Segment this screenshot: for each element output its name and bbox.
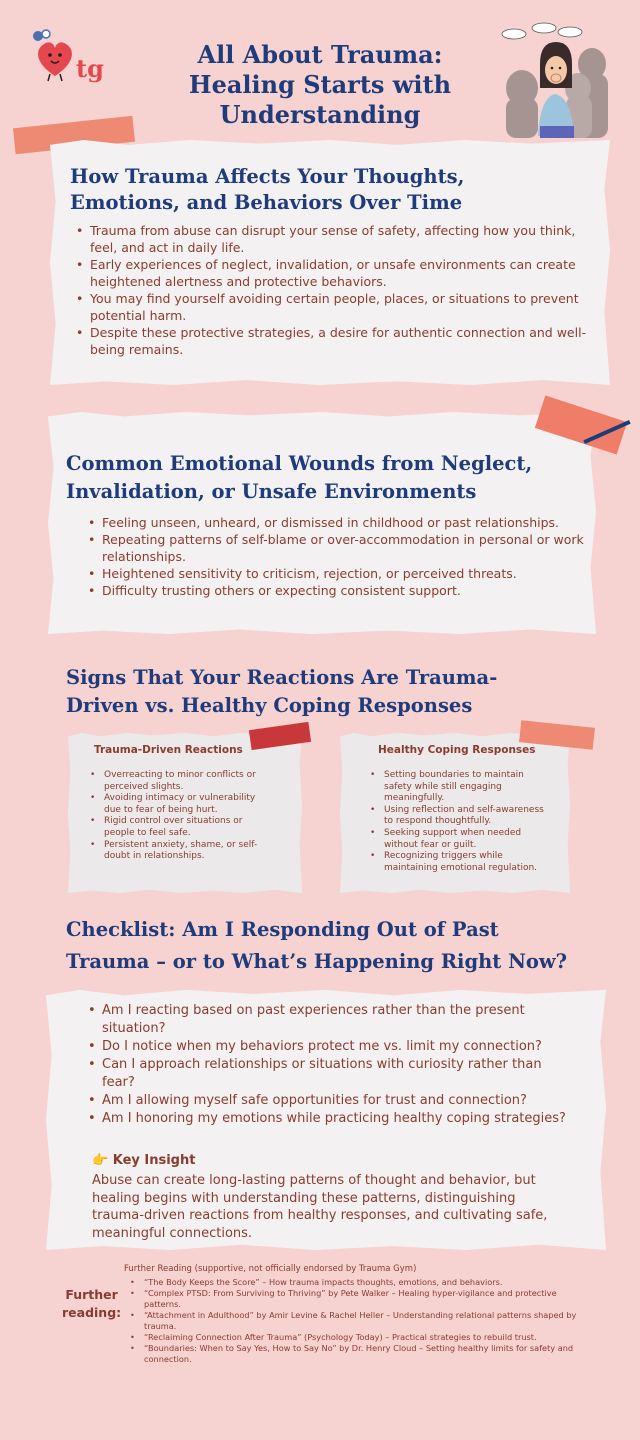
title-line-1: All About Trauma:	[197, 40, 443, 69]
tape-decoration	[249, 722, 311, 750]
title-line-2: Healing Starts with	[188, 70, 452, 99]
logo	[26, 28, 106, 88]
reading-item: • “The Body Keeps the Score” – How trauma impacts thoughts, emotions, and behaviors.	[128, 1277, 578, 1288]
further-reading-intro: Further Reading (supportive, not officially endorsed by Trauma Gym)	[124, 1264, 417, 1274]
list-item: • Despite these protective strategies, a desire for authentic connection and well-being remains.	[74, 325, 594, 358]
list-item: • Seeking support when needed without fear or guilt.	[368, 828, 550, 851]
label-line: reading:	[62, 1305, 122, 1320]
list-item: • You may find yourself avoiding certain people, places, or situations to prevent potential harm.	[74, 291, 594, 324]
list-item: • Setting boundaries to maintain safety while still engaging meaningfully.	[368, 770, 550, 805]
checklist	[86, 1002, 576, 1128]
card-heading: Healthy Coping Responses	[378, 744, 536, 756]
reading-item: • “Reclaiming Connection After Trauma” (Psychology Today) – Practical strategies to rebuild trust.	[128, 1332, 578, 1343]
section-title-line: Driven vs. Healthy Coping Responses	[66, 694, 473, 717]
key-insight-title: Key Insight	[112, 1153, 196, 1168]
further-reading-list	[128, 1277, 578, 1365]
bullet-list	[86, 514, 586, 599]
title-line-3: Understanding	[219, 100, 421, 129]
label-line: Further	[65, 1287, 118, 1302]
section-title-line: Emotions, and Behaviors Over Time	[70, 191, 463, 214]
checklist-item: • Am I reacting based on past experiences rather than the present situation?	[86, 1002, 576, 1038]
list-item: • Early experiences of neglect, invalidation, or unsafe environments can create heightened alertness and protective behaviors.	[74, 257, 594, 290]
list-item: • Overreacting to minor conflicts or perceived slights.	[88, 770, 260, 793]
key-insight-text: Abuse can create long-lasting patterns of thought and behavior, but healing begins with understanding these patterns, distinguishing trauma-driven reactions from healthy responses, and cultivating safe, meaningful connections.	[92, 1173, 548, 1241]
further-reading-label	[62, 1286, 121, 1322]
list-item: • Avoiding intimacy or vulnerability due to fear of being hurt.	[88, 793, 260, 816]
section-title-line: Common Emotional Wounds from Neglect,	[66, 452, 533, 475]
section-title	[66, 664, 606, 720]
list-item: • Difficulty trusting others or expecting consistent support.	[86, 582, 586, 599]
list-item: • Repeating patterns of self-blame or over-accommodation in personal or work relationships.	[86, 531, 586, 565]
section-title	[70, 164, 600, 216]
checklist-item: • Am I honoring my emotions while practicing healthy coping strategies?	[86, 1110, 576, 1128]
list-item: • Heightened sensitivity to criticism, rejection, or perceived threats.	[86, 565, 586, 582]
bullet-list	[74, 223, 594, 359]
bullet-list	[368, 770, 550, 874]
reading-item: • “Boundaries: When to Say Yes, How to Say No” by Dr. Henry Cloud – Setting healthy limits for safety and connection.	[128, 1343, 578, 1365]
checklist-item: • Can I approach relationships or situations with curiosity rather than fear?	[86, 1056, 576, 1092]
checklist-item: • Am I allowing myself safe opportunities for trust and connection?	[86, 1092, 576, 1110]
reading-item: • “Attachment in Adulthood” by Amir Levine & Rachel Heller – Understanding relational patterns shaped by trauma.	[128, 1310, 578, 1332]
section-title-line: Invalidation, or Unsafe Environments	[66, 480, 477, 503]
section-title-line: How Trauma Affects Your Thoughts,	[70, 165, 465, 188]
bullet-list	[88, 770, 260, 863]
list-item: • Persistent anxiety, shame, or self-doubt in relationships.	[88, 840, 260, 863]
checklist-item: • Do I notice when my behaviors protect me vs. limit my connection?	[86, 1038, 576, 1056]
anxious-person-illustration	[500, 18, 615, 140]
section-title	[66, 914, 626, 978]
key-insight	[92, 1152, 562, 1242]
section-title	[66, 450, 606, 506]
anxious-person-icon	[500, 18, 615, 140]
list-item: • Feeling unseen, unheard, or dismissed in childhood or past relationships.	[86, 514, 586, 531]
pointing-hand-icon: 👉	[92, 1153, 109, 1168]
list-item: • Rigid control over situations or people to feel safe.	[88, 816, 260, 839]
card-heading: Trauma-Driven Reactions	[94, 744, 243, 756]
list-item: • Recognizing triggers while maintaining emotional regulation.	[368, 851, 550, 874]
logo-text: tg	[76, 54, 104, 83]
list-item: • Using reflection and self-awareness to respond thoughtfully.	[368, 805, 550, 828]
page-title	[140, 40, 500, 130]
reading-item: • “Complex PTSD: From Surviving to Thriving” by Pete Walker – Healing hyper-vigilance and protective patterns.	[128, 1288, 578, 1310]
section-title-line: Trauma – or to What’s Happening Right Now?	[66, 950, 568, 973]
list-item: • Trauma from abuse can disrupt your sense of safety, affecting how you think, feel, and act in daily life.	[74, 223, 594, 256]
section-title-line: Signs That Your Reactions Are Trauma-	[66, 666, 498, 689]
section-title-line: Checklist: Am I Responding Out of Past	[66, 918, 499, 941]
